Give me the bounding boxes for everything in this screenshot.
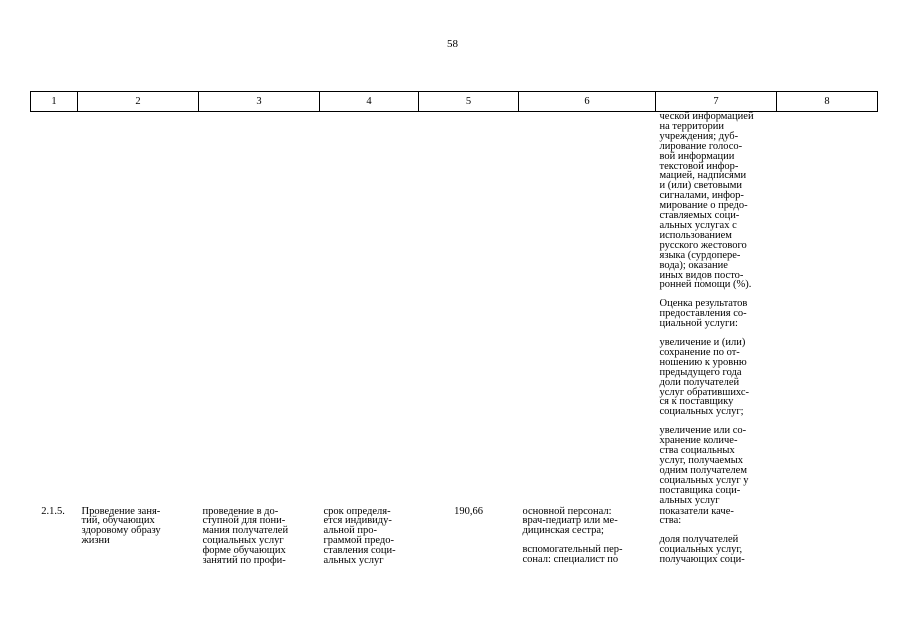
column-header-4: 4 xyxy=(320,92,419,112)
cell-service-term xyxy=(320,506,419,566)
text-line: поставщика соци- xyxy=(659,484,741,496)
text-line: альных услугах с xyxy=(659,219,737,231)
column-header-7: 7 xyxy=(656,92,777,112)
column-header-6: 6 xyxy=(519,92,656,112)
text-line: языка (сурдопере- xyxy=(659,249,741,261)
text-line: социальных услуг; xyxy=(659,406,744,418)
text-line: лирование голосо- xyxy=(659,140,743,152)
text-line: русского жестового xyxy=(659,239,747,251)
cell-conditions xyxy=(777,506,878,566)
text-line: врач-педиатр или ме- xyxy=(522,515,618,527)
text-line: мирование о предо- xyxy=(659,200,748,212)
cell-service-description xyxy=(199,506,320,566)
continuation-cell-7 xyxy=(656,112,777,506)
text-line: иных видов посто- xyxy=(659,269,744,281)
text-line: хранение количе- xyxy=(659,435,738,447)
text-line: текстовой инфор- xyxy=(659,160,739,172)
cell-paragraph xyxy=(660,426,773,505)
cell-paragraph xyxy=(203,507,316,566)
cell-service-name xyxy=(78,506,199,566)
text-line: сохранение по от- xyxy=(659,346,740,358)
continuation-row xyxy=(31,112,878,506)
text-line: дицинская сестра; xyxy=(522,525,604,537)
text-line: ства социальных xyxy=(659,445,735,457)
text-line: ношению к уровню xyxy=(659,356,747,368)
text-line: ся к поставщику xyxy=(659,396,734,408)
text-line: мания получателей xyxy=(202,525,289,537)
column-header-5: 5 xyxy=(419,92,519,112)
page-number: 58 xyxy=(447,38,458,50)
text-line: граммой предо- xyxy=(323,535,394,547)
text-line: Оценка результатов xyxy=(659,298,748,310)
cell-quality-indicators xyxy=(656,506,777,566)
column-header-8: 8 xyxy=(777,92,878,112)
text-line: основной персонал: xyxy=(522,505,612,517)
cell-paragraph xyxy=(660,338,773,417)
cell-paragraph xyxy=(660,112,773,290)
cell-paragraph xyxy=(523,545,652,565)
cell-paragraph xyxy=(82,507,195,547)
text-line: ронней помощи (%). xyxy=(659,279,752,291)
cell-paragraph xyxy=(523,507,652,537)
text-line: 190,66 xyxy=(454,505,483,517)
cell-paragraph xyxy=(660,507,773,527)
text-line: альной про- xyxy=(323,525,378,537)
text-line: социальных услуг, xyxy=(659,544,743,556)
text-line: жизни xyxy=(81,535,110,547)
text-line: учреждения; дуб- xyxy=(659,130,739,142)
text-line: вспомогательный пер- xyxy=(522,544,623,556)
text-line: ставления соци- xyxy=(323,545,396,557)
text-line: альных услуг xyxy=(323,555,384,567)
cell-staff xyxy=(519,506,656,566)
text-line: мацией, надписями xyxy=(659,170,747,182)
cell-number xyxy=(31,506,78,566)
column-header-1: 1 xyxy=(31,92,78,112)
text-line: тий, обучающих xyxy=(81,515,155,527)
text-line: занятий по профи- xyxy=(202,555,286,567)
text-line: 2.1.5. xyxy=(41,505,65,517)
text-line: форме обучающих xyxy=(202,545,286,557)
text-line: увеличение или со- xyxy=(659,425,747,437)
text-line: ческой информацией xyxy=(659,111,754,122)
column-header-3: 3 xyxy=(199,92,320,112)
column-header-2: 2 xyxy=(78,92,199,112)
text-line: альных услуг xyxy=(659,494,720,506)
text-line: доли получателей xyxy=(659,376,740,388)
cell-paragraph xyxy=(423,507,515,517)
text-line: на территории xyxy=(659,120,724,132)
services-table xyxy=(30,91,878,566)
text-line: вой информации xyxy=(659,150,735,162)
cell-paragraph xyxy=(660,535,773,565)
text-line: одним получателем xyxy=(659,464,747,476)
text-line: предыдущего года xyxy=(659,366,742,378)
text-line: услуг, получаемых xyxy=(659,455,744,466)
text-line: сигналами, инфор- xyxy=(659,190,744,202)
text-line: социальных услуг xyxy=(202,535,284,547)
cell-paragraph xyxy=(324,507,415,566)
text-line: срок определя- xyxy=(323,505,391,517)
cell-paragraph xyxy=(660,299,773,329)
text-line: Проведение заня- xyxy=(81,505,161,517)
text-line: сонал: специалист по xyxy=(522,554,619,566)
text-line: увеличение и (или) xyxy=(659,337,746,349)
text-line: получающих соци- xyxy=(659,554,745,566)
text-line: услуг обратившихс- xyxy=(659,386,750,398)
text-line: ставляемых соци- xyxy=(659,210,740,222)
text-line: социальных услуг у xyxy=(659,474,749,486)
text-line: и (или) световыми xyxy=(659,180,743,192)
table-row-2-1-5 xyxy=(31,506,878,566)
text-line: проведение в до- xyxy=(202,505,279,517)
cell-paragraph xyxy=(33,507,74,517)
cell-tariff xyxy=(419,506,519,566)
text-line: циальной услуги: xyxy=(659,318,738,330)
text-line: использованием xyxy=(659,229,732,241)
text-line: вода); оказание xyxy=(659,259,728,271)
text-line: доля получателей xyxy=(659,534,739,546)
text-line: ется индивиду- xyxy=(323,515,392,527)
text-line: предоставления со- xyxy=(659,308,747,320)
text-line: здоровому образу xyxy=(81,525,161,537)
text-line: ства: xyxy=(659,515,682,527)
text-line: показатели каче- xyxy=(659,505,734,517)
text-line: ступной для пони- xyxy=(202,515,286,527)
header-row xyxy=(31,92,878,112)
